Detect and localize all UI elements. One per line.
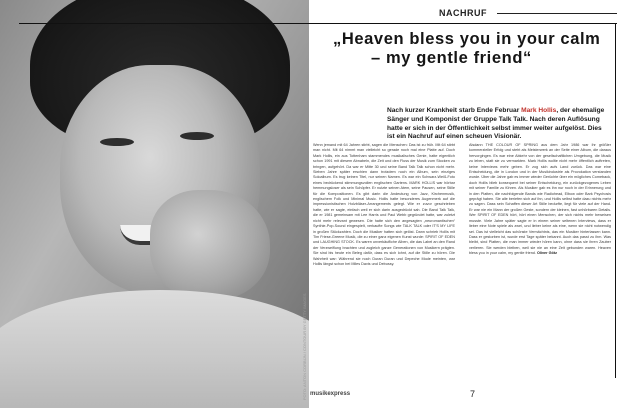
body-column-1: Wenn jemand mit 64 Jahren stirbt, sagen die Menschen: Das ist zu früh. Mit 64 stirbt man nicht. Mit 64 nimmt man vielleicht so gerade noch mal eine Platte auf. Doch Mark Hollis, ein aus Tottenham stammendes musikalisches Genie, hatte eigentlich schon 1991 mit diesem Abnabeln, die Zeit und den Fluss der Musik zum Stocken zu bringen, aufgehört. Da war er Mitte 30 und seine Band Talk Talk schon nicht mehr. Sieben Jahre später erschien dann trotzdem noch ein Album, sein einziges Soloalbum. Es trug keinen Titel, nur seinen Namen. Es war ein Schwarz-Weiß-Foto eines bedrückend stimmungsvollen englischen Gartens. MARK HOLLIS war hörbar hemmungsloser als sein Schöpfer. Er nutzte seinen Atem, seine Pausen, seine Stille für die Kompositionen. Es gibt darin die Andeutung von Jazz, Kirchenmusik, englischem Folk und Minimal Music. Hollis hatte besonderes Augenmerk auf die impressionistischen Holzbläser-Arrangements gelegt. Wie er zuvor geschrieben hatte, wie er sagte, einfach weil er sich darin ausgedrückt sah. Die Band Talk Talk, die er 1981 gemeinsam mit Lee Harris und Paul Webb gegründet hatte, war zuletzt nicht mehr relevant gewesen. Die hatte sich den angesagten „neuromantischen“ Synthie-Pop-Sound eingespielt, verkaufte Songs wie TALK TALK oder IT'S MY LIFE in großen Stückzahlen. Doch die Musiker hatten sich gelöst. Dann schrieb Hollis mit Tim Friese-Greene Musik, die zu einer ganz eigenen Kunst wurde: SPIRIT OF EDEN und LAUGHING STOCK. Es waren unverkäufliche Alben, die das Label an den Rand der Verzweiflung brachten und zugleich ganze Generationen von Musikern prägten. Sie sind bis heute ein Beleg dafür, dass es sich lohnt, auf die Stille zu hören. Die Wahrheit war: Während sie noch Duran Duran und Depeche Mode meinten, war Hollis längst schon bei Miles Davis und Debussy. xyxy=(313,143,455,266)
magazine-brand: musikexpress xyxy=(310,391,351,397)
lede-after: , der ehemalige Sänger und Komponist der Gruppe Talk Talk. Nach deren Auflösung hatte er sich in der Öffentlichkeit selbst immer weiter aufgelöst. Dies ist ein Nachruf auf einen scheuen Visionär. xyxy=(387,107,605,141)
section-label: NACHRUF xyxy=(439,8,487,18)
photo-eye-right xyxy=(180,132,214,140)
lede-before: Nach kurzer Krankheit starb Ende Februar xyxy=(387,107,522,114)
photo-hand xyxy=(150,190,270,300)
section-rule xyxy=(497,13,617,14)
photo-eye-left xyxy=(100,138,134,146)
headline xyxy=(333,30,613,68)
lede-name: Mark Hollis xyxy=(521,107,557,114)
page-number: 7 xyxy=(470,389,476,399)
right-rule xyxy=(615,23,616,378)
body-column-2 xyxy=(469,143,611,358)
headline-line-2: – my gentle friend“ xyxy=(371,49,532,67)
top-rule xyxy=(19,23,617,24)
portrait-photo xyxy=(0,0,309,408)
photo-shirt xyxy=(0,290,309,408)
body-column-2-text: Alsdann THE COLOUR OF SPRING aus dem Jahr 1986 war ihr größter kommerzieller Erfolg und steht als Meisterwerk an der Seite einer Album, die daraus hervorgingen. Es war eine Abkehr von der gesellschaftlichen Umgebung, die Musik zu leben, statt sie zu vermarkten. Mark Hollis wollte nicht mehr öffentlich auftreten, keine Interviews mehr geben. Er zog sich aufs Land zurück. Das war eine Entscheidung, die in London und in der Musikindustrie als Provokation verstanden wurde. Über die Jahre gab es immer wieder Gerüchte über ein mögliches Comeback, doch Hollis blieb konsequent bei seiner Entscheidung, ein zurückgezogenes Leben mit seiner Familie zu führen. Als Musiker gab es ihn nur noch in der Erinnerung und in den Platten, die nachfolgende Bands wie Radiohead, Elbow oder Bark Psychosis geprägt haben. Sie alle beriefen sich auf ihn, und Hollis selbst hatte dazu nichts mehr zu sagen. Dass sein Schaffen dieser Art Stille bedurfte, liegt für viele auf der Hand. Er war nie ein Mann der großen Geste, sondern der kleinen, fast unhörbaren Details. Wer SPIRIT OF EDEN hört, hört einen Menschen, der sich nichts mehr beweisen musste. Viele Jahre später sagte er in einem seiner seltenen Interviews, dass er lieber eine Note spiele als zwei, und lieber keine als eine, wenn sie nicht notwendig sei. Das ist vielleicht das schönste Vermächtnis, das ein Musiker hinterlassen kann. Dass er gestorben ist, wurde erst Tage später bekannt. Auch das passt zu ihm. Was bleibt, sind Platten, die man immer wieder hören kann, ohne dass sie ihren Zauber verlieren. Sie werden bleiben, weil sie nie an eine Zeit gebunden waren. Heaven bless you in your calm, my gentle friend. xyxy=(469,143,611,256)
photo-credit: FOTO: ANTON CORBIJN / CONTOUR BY GETTY IMAGES xyxy=(302,293,307,400)
headline-line-1: „Heaven bless you in your calm xyxy=(333,30,601,48)
lede xyxy=(387,107,607,142)
article-page xyxy=(309,0,620,408)
body-columns xyxy=(311,143,614,358)
author-signature: Oliver Götz xyxy=(536,251,557,256)
